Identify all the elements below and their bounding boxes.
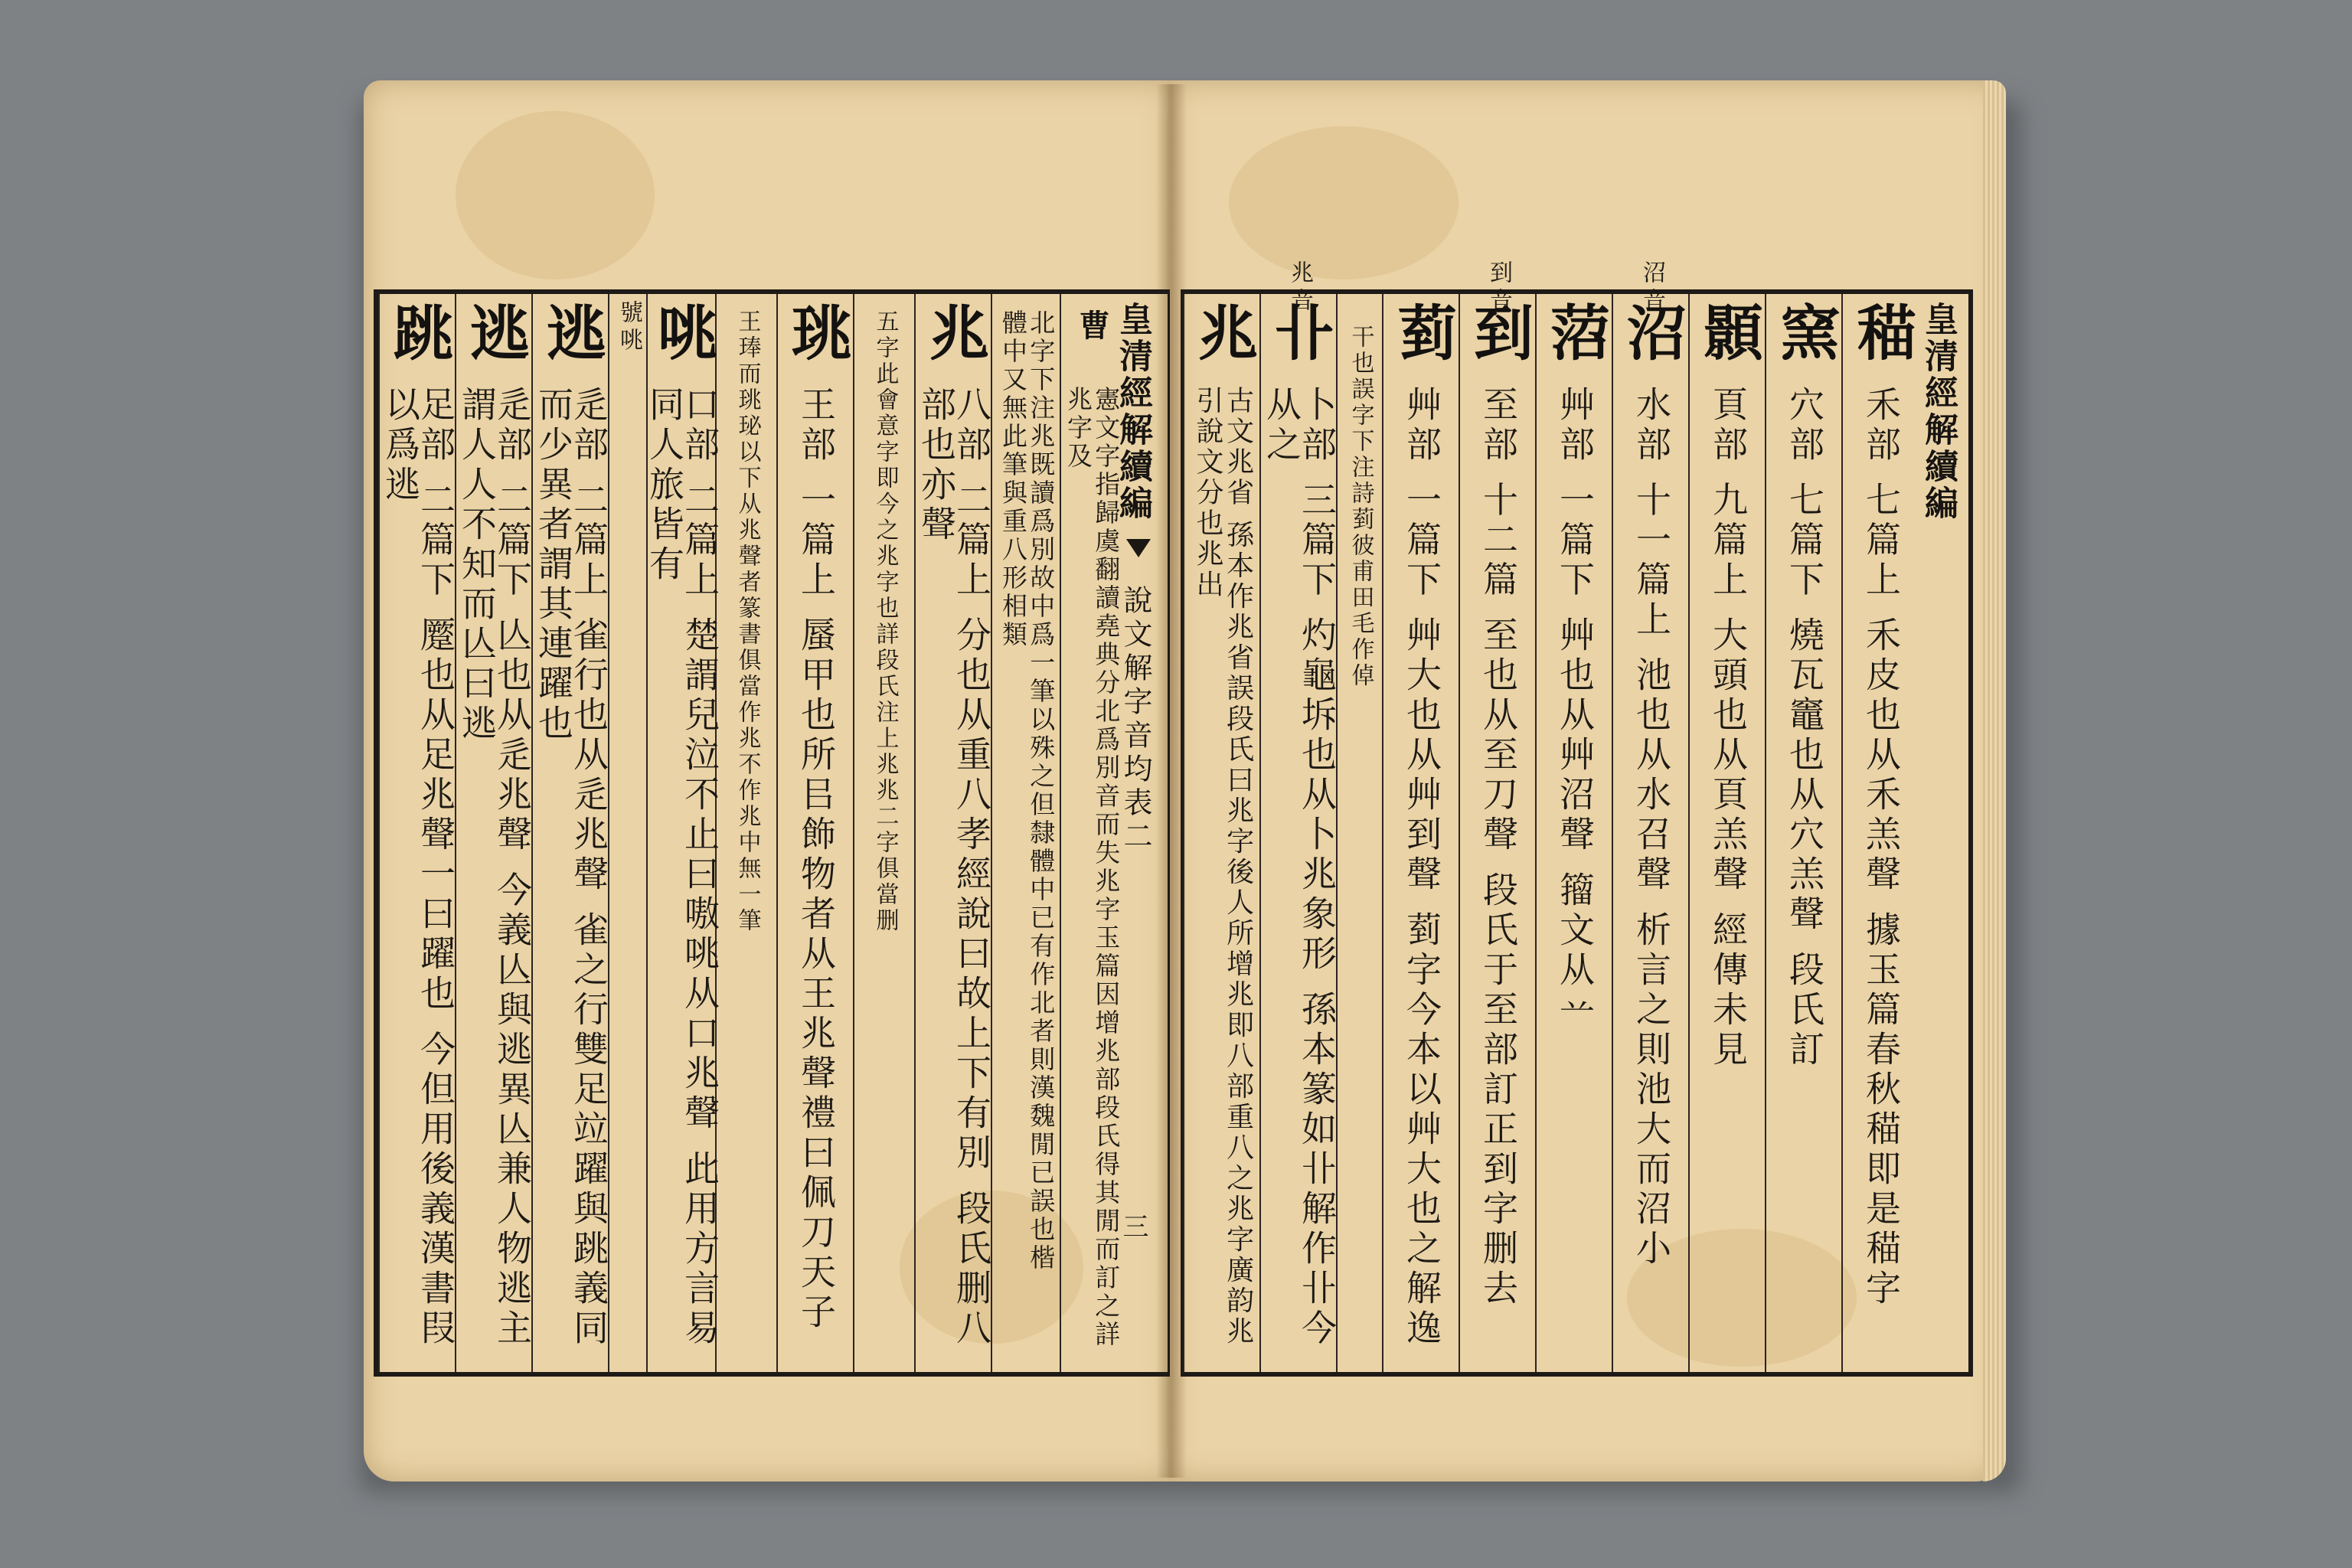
entry-head-char: 逃 (537, 302, 606, 364)
entry-definition: 辵部 二篇上 雀行也从辵兆聲 雀之行雙足竝躍與跳義同而少異者謂其連躍也 (533, 386, 609, 1349)
chapter-title: 說文解字音均表二 (1119, 585, 1152, 854)
right-page-frame (1181, 260, 1973, 1377)
column-head: 曹 (1074, 309, 1110, 343)
entry-column (1259, 260, 1338, 1372)
entry-definition: 頁部 九篇上 大頭也从頁羔聲 經傳未見 (1707, 386, 1749, 1070)
entry-column (1459, 260, 1537, 1372)
column-text: 號咷 (616, 300, 642, 355)
text-column (715, 294, 778, 1372)
entry-definition: 辵部 二篇下 亾也从辵兆聲 今義亾與逃異亾兼人物逃主謂人人不知而亾曰逃 (456, 386, 533, 1349)
entry-head-char: 兆 (920, 302, 989, 364)
entry-column (1612, 260, 1690, 1372)
entry-definition: 艸部 一篇下 艸也从艸沼聲 籀文从䒑 (1554, 386, 1596, 1031)
entry-head-char: 珧 (782, 302, 851, 364)
entry-head-char: 跳 (384, 302, 453, 364)
text-column (608, 294, 648, 1372)
left-page-frame (374, 289, 1170, 1377)
sound-group-label: 到音 (1485, 260, 1512, 315)
entry-column (455, 294, 533, 1372)
column-text: 干也誤字下注詩菿彼甫田毛作倬 (1347, 325, 1374, 689)
text-column (853, 294, 916, 1372)
entry-column (914, 294, 992, 1372)
entry-head-char: 卝 (1265, 302, 1334, 364)
entry-column (644, 294, 720, 1372)
entry-column (1535, 294, 1613, 1372)
entry-definition: 足部 二篇下 蹷也从足兆聲一曰躍也 今但用後義漢書叚以爲逃 (380, 386, 456, 1349)
entry-definition: 艸部 一篇下 艸大也从艸到聲 菿字今本以艸大也之解逸 (1401, 386, 1442, 1349)
entry-column (1688, 294, 1766, 1372)
column-text: 五字此會意字即今之兆字也詳段氏注上兆兆二字俱當删 (871, 309, 899, 934)
entry-definition: 禾部 七篇上 禾皮也从禾羔聲 據玉篇春秋䅦即是䅦字 (1860, 386, 1902, 1309)
column-text: 憲文字指歸虞翻讀堯典分北爲別音而失兆字玉篇因增兆部段氏得其閒而訂之詳兆字及 (1063, 386, 1122, 1349)
entry-head-char: 菬 (1540, 302, 1610, 364)
sound-group-label: 沼音 (1638, 260, 1665, 315)
entry-column (531, 294, 609, 1372)
entry-head-char: 䅦 (1847, 302, 1916, 364)
entry-column (1382, 294, 1460, 1372)
running-title: 皇清經解續編 (1113, 302, 1152, 522)
entry-definition: 古文兆省 孫本作兆省誤段氏曰兆字後人所增兆即八部重八之兆字廣韵兆引說文分也兆出 (1192, 386, 1254, 1348)
text-column (1060, 294, 1122, 1372)
entry-definition: 八部 二篇上 分也从重八孝經說曰故上下有別 段氏删八部也亦聲 (916, 386, 992, 1349)
entry-column (776, 294, 854, 1372)
entry-column (1183, 294, 1261, 1372)
entry-head-char: 顥 (1694, 302, 1763, 364)
sound-group-label: 兆音 (1286, 260, 1313, 315)
entry-head-char: 菿 (1387, 302, 1457, 364)
entry-column (378, 294, 456, 1372)
entry-definition: 王部 一篇上 蜃甲也所㠯飾物者从王兆聲禮曰佩刀天子 (795, 386, 837, 1334)
entry-definition: 口部 二篇上 楚謂兒泣不止曰嗷咷从口兆聲 此用方言易同人旅皆有 (644, 386, 720, 1349)
entry-head-char: 咷 (648, 302, 717, 364)
text-column (991, 294, 1061, 1372)
fish-tail-mark (1126, 539, 1151, 557)
column-text: 北字下注兆既讀爲別故中爲一筆以殊之但隸體中已有作北者則漢魏閒已誤也楷體中又無此筆與重八形相類 (998, 309, 1057, 1272)
entry-head-char: 到 (1464, 302, 1534, 364)
column-text: 王琫而珧珌以下从兆聲者篆書俱當作兆不作兆中無一筆 (733, 309, 761, 934)
entry-column (1765, 294, 1843, 1372)
entry-head-char: 兆 (1188, 302, 1258, 364)
entry-definition: 卜部 三篇下 灼龜坼也从卜兆象形 孫本篆如卝解作卝今从之 (1261, 386, 1338, 1349)
entry-definition: 水部 十一篇上 池也从水召聲 析言之則池大而沼小 (1631, 386, 1672, 1269)
entry-head-char: 沼 (1617, 302, 1687, 364)
text-column (1336, 294, 1383, 1372)
entry-head-char: 窯 (1770, 302, 1840, 364)
running-title: 皇清經解續編 (1919, 302, 1958, 522)
entry-column (1841, 294, 1919, 1372)
page-number: 三 (1118, 1213, 1148, 1239)
entry-definition: 至部 十二篇 至也从至刀聲 段氏于至部訂正到字删去 (1478, 386, 1519, 1309)
entry-head-char: 逃 (460, 302, 530, 364)
entry-definition: 穴部 七篇下 燒瓦竈也从穴羔聲 段氏訂 (1784, 386, 1825, 1070)
